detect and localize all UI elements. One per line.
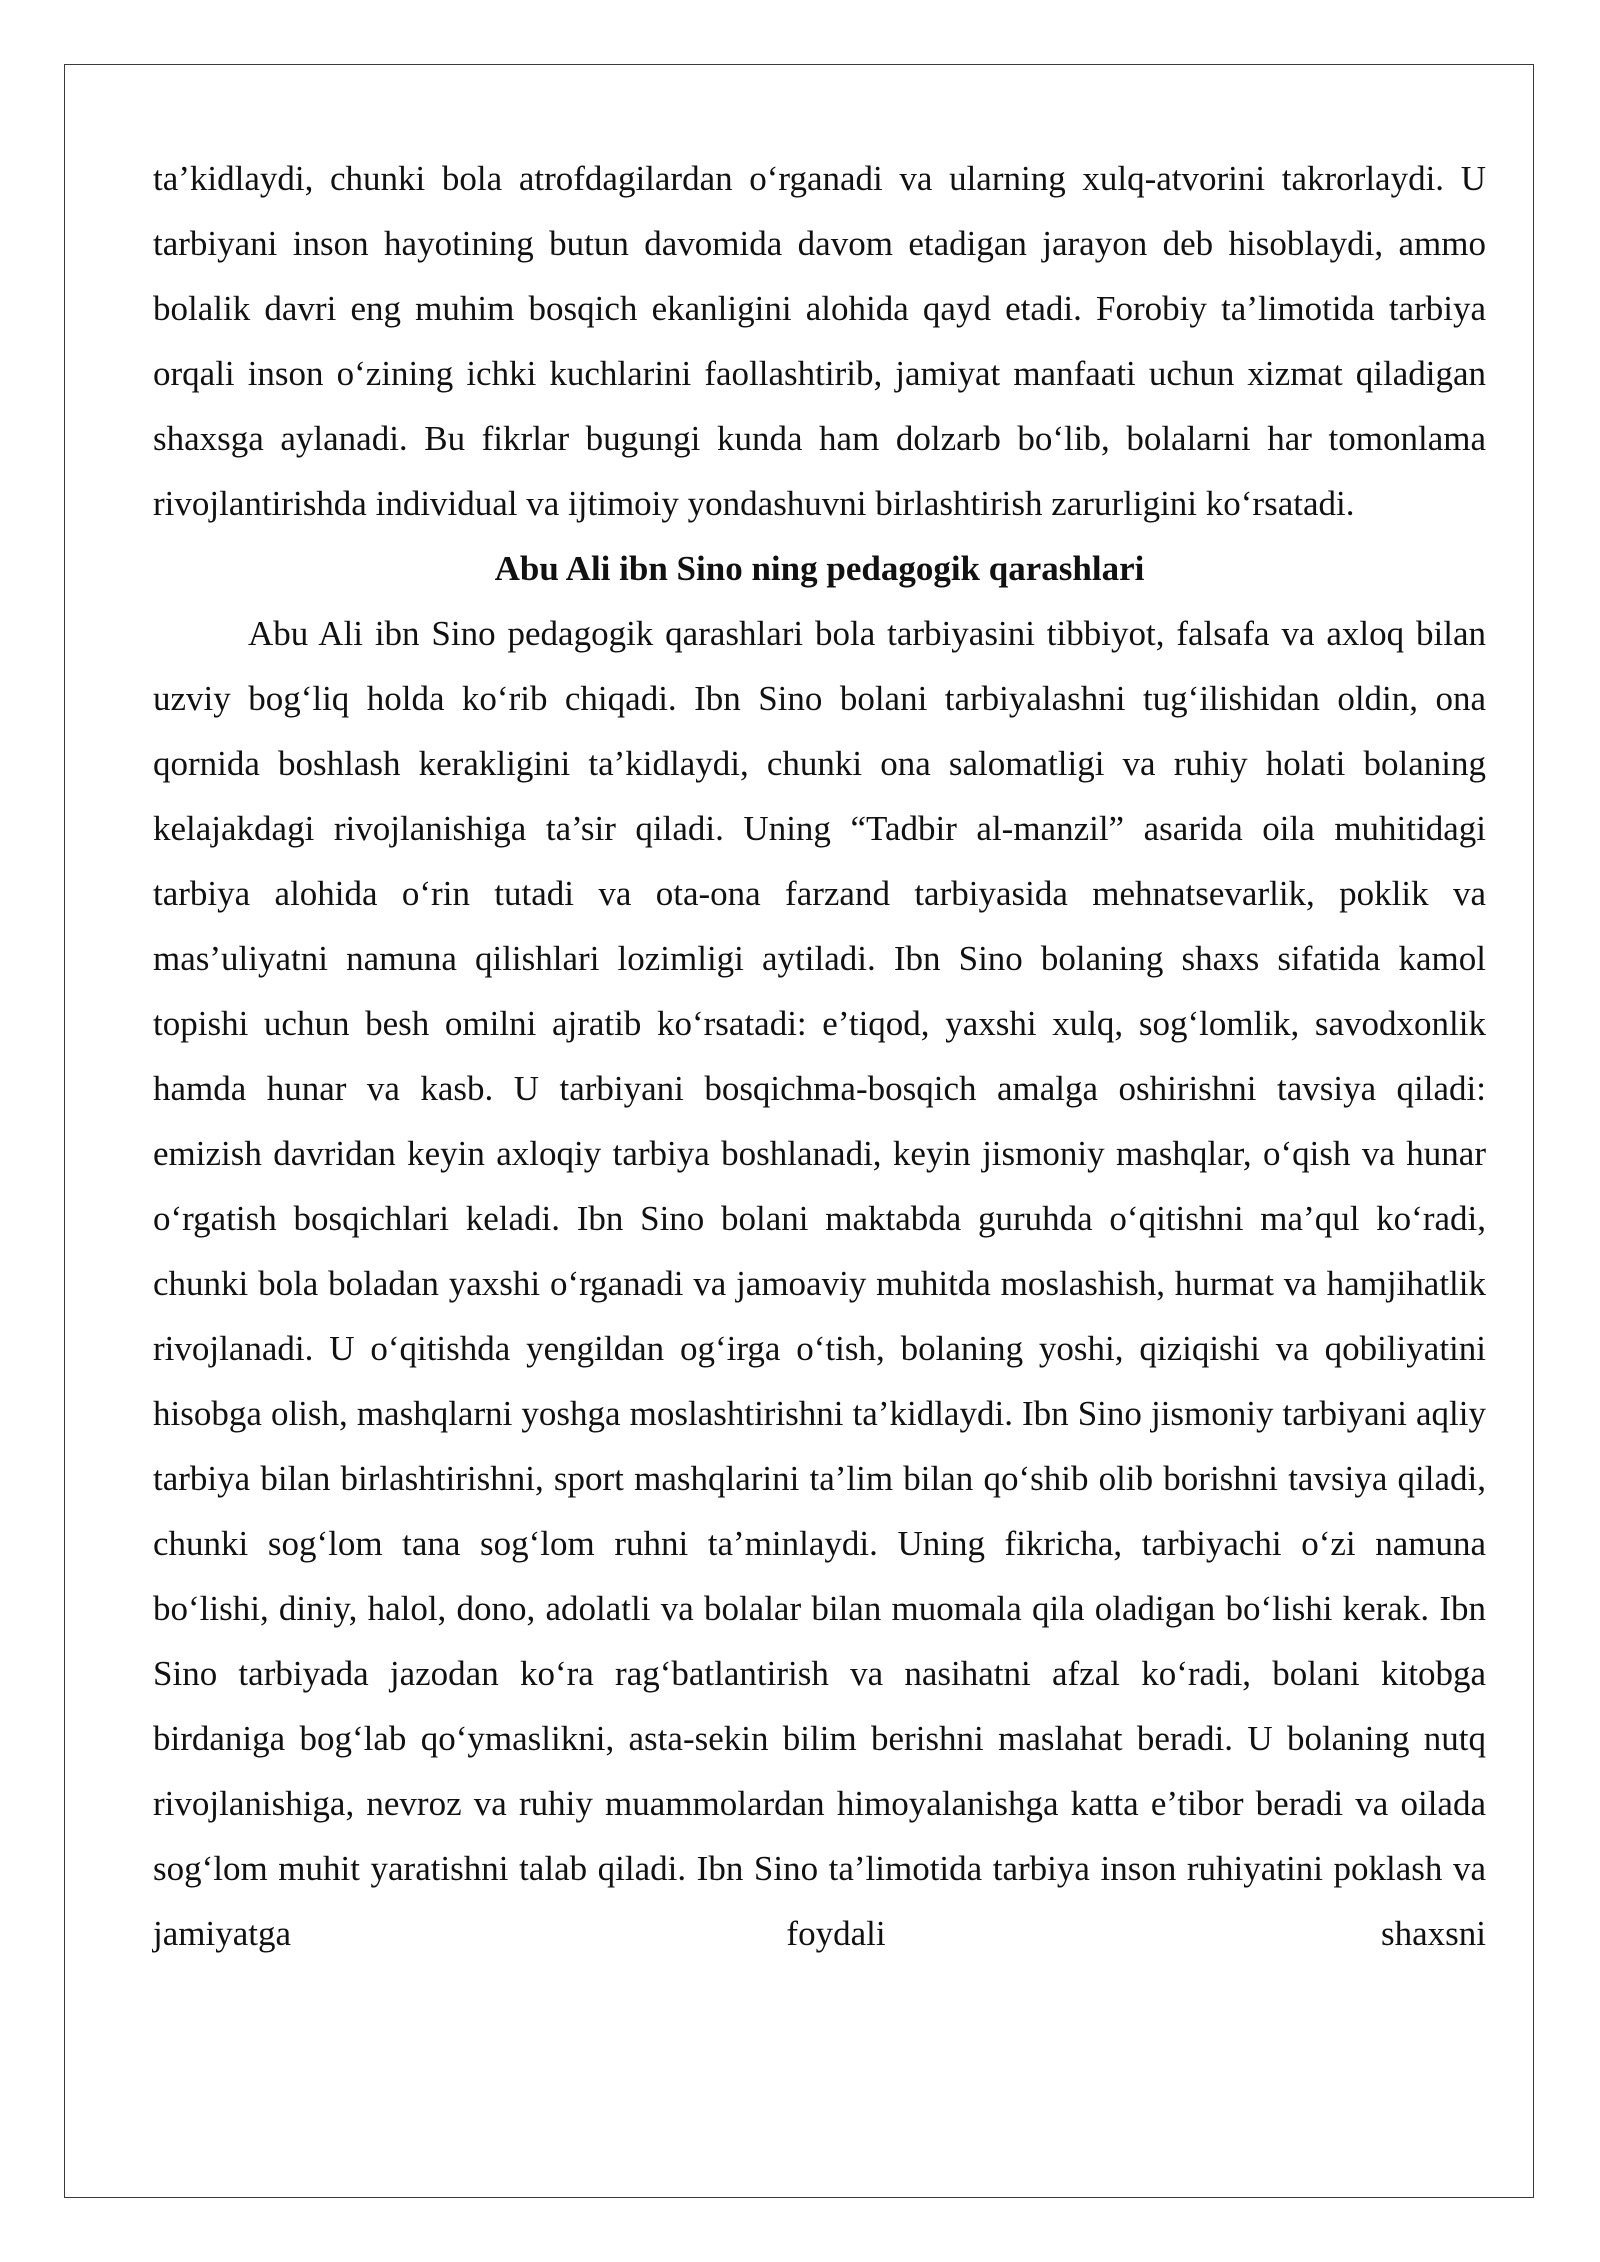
paragraph-ibn-sino-views: Abu Ali ibn Sino pedagogik qarashlari bola tarbiyasini tibbiyot, falsafa va axloq bilan uzviy bog‘liq holda ko‘rib chiqadi. Ibn Sino bolani tarbiyalashni tug‘ilishidan oldin, ona qornida boshlash kerakligini ta’kidlaydi, chunki ona salomatligi va ruhiy holati bolaning kelajakdagi rivojlanishiga ta’sir qiladi. Uning “Tadbir al-manzil” asarida oila muhitidagi tarbiya alohida o‘rin tutadi va ota-ona farzand tarbiyasida mehnatsevarlik, poklik va mas’uliyatni namuna qilishlari lozimligi aytiladi. Ibn Sino bolaning shaxs sifatida kamol topishi uchun besh omilni ajratib ko‘rsatadi: e’tiqod, yaxshi xulq, sog‘lomlik, savodxonlik hamda hunar va kasb. U tarbiyani bosqichma-bosqich amalga oshirishni tavsiya qiladi: emizish davridan keyin axloqiy tarbiya boshlanadi, keyin jismoniy mashqlar, o‘qish va hunar o‘rgatish bosqichlari keladi. Ibn Sino bolani maktabda guruhda o‘qitishni ma’qul ko‘radi, chunki bola boladan yaxshi o‘rganadi va jamoaviy muhitda moslashish, hurmat va hamjihatlik rivojlanadi. U o‘qitishda yengildan og‘irga o‘tish, bolaning yoshi, qiziqishi va qobiliyatini hisobga olish, mashqlarni yoshga moslashtirishni ta’kidlaydi. Ibn Sino jismoniy tarbiyani aqliy tarbiya bilan birlashtirishni, sport mashqlarini ta’lim bilan qo‘shib olib borishni tavsiya qiladi, chunki sog‘lom tana sog‘lom ruhni ta’minlaydi. Uning fikricha, tarbiyachi o‘zi namuna bo‘lishi, diniy, halol, dono, adolatli va bolalar bilan muomala qila oladigan bo‘lishi kerak. Ibn Sino tarbiyada jazodan ko‘ra rag‘batlantirish va nasihatni afzal ko‘radi, bolani kitobga birdaniga bog‘lab qo‘ymaslikni, asta-sekin bilim berishni maslahat beradi. U bolaning nutq rivojlanishiga, nevroz va ruhiy muammolardan himoyalanishga katta e’tibor beradi va oilada sog‘lom muhit yaratishni talab qiladi. Ibn Sino ta’limotida tarbiya inson ruhiyatini poklash va jamiyatga foydali shaxsni (153, 614, 1486, 1953)
section-heading: Abu Ali ibn Sino ning pedagogik qarashlari (494, 549, 1145, 588)
paragraph-forobiy-conclusion: ta’kidlaydi, chunki bola atrofdagilardan o‘rganadi va ularning xulq-atvorini takrorlaydi. U tarbiyani inson hayotining butun davomida davom etadigan jarayon deb hisoblaydi, ammo bolalik davri eng muhim bosqich ekanligini alohida qayd etadi. Forobiy ta’limotida tarbiya orqali inson o‘zining ichki kuchlarini faollashtirib, jamiyat manfaati uchun xizmat qiladigan shaxsga aylanadi. Bu fikrlar bugungi kunda ham dolzarb bo‘lib, bolalarni har tomonlama rivojlantirishda individual va ijtimoiy yondashuvni birlashtirish zarurligini ko‘rsatadi. (153, 159, 1486, 523)
document-body (153, 146, 1486, 1966)
